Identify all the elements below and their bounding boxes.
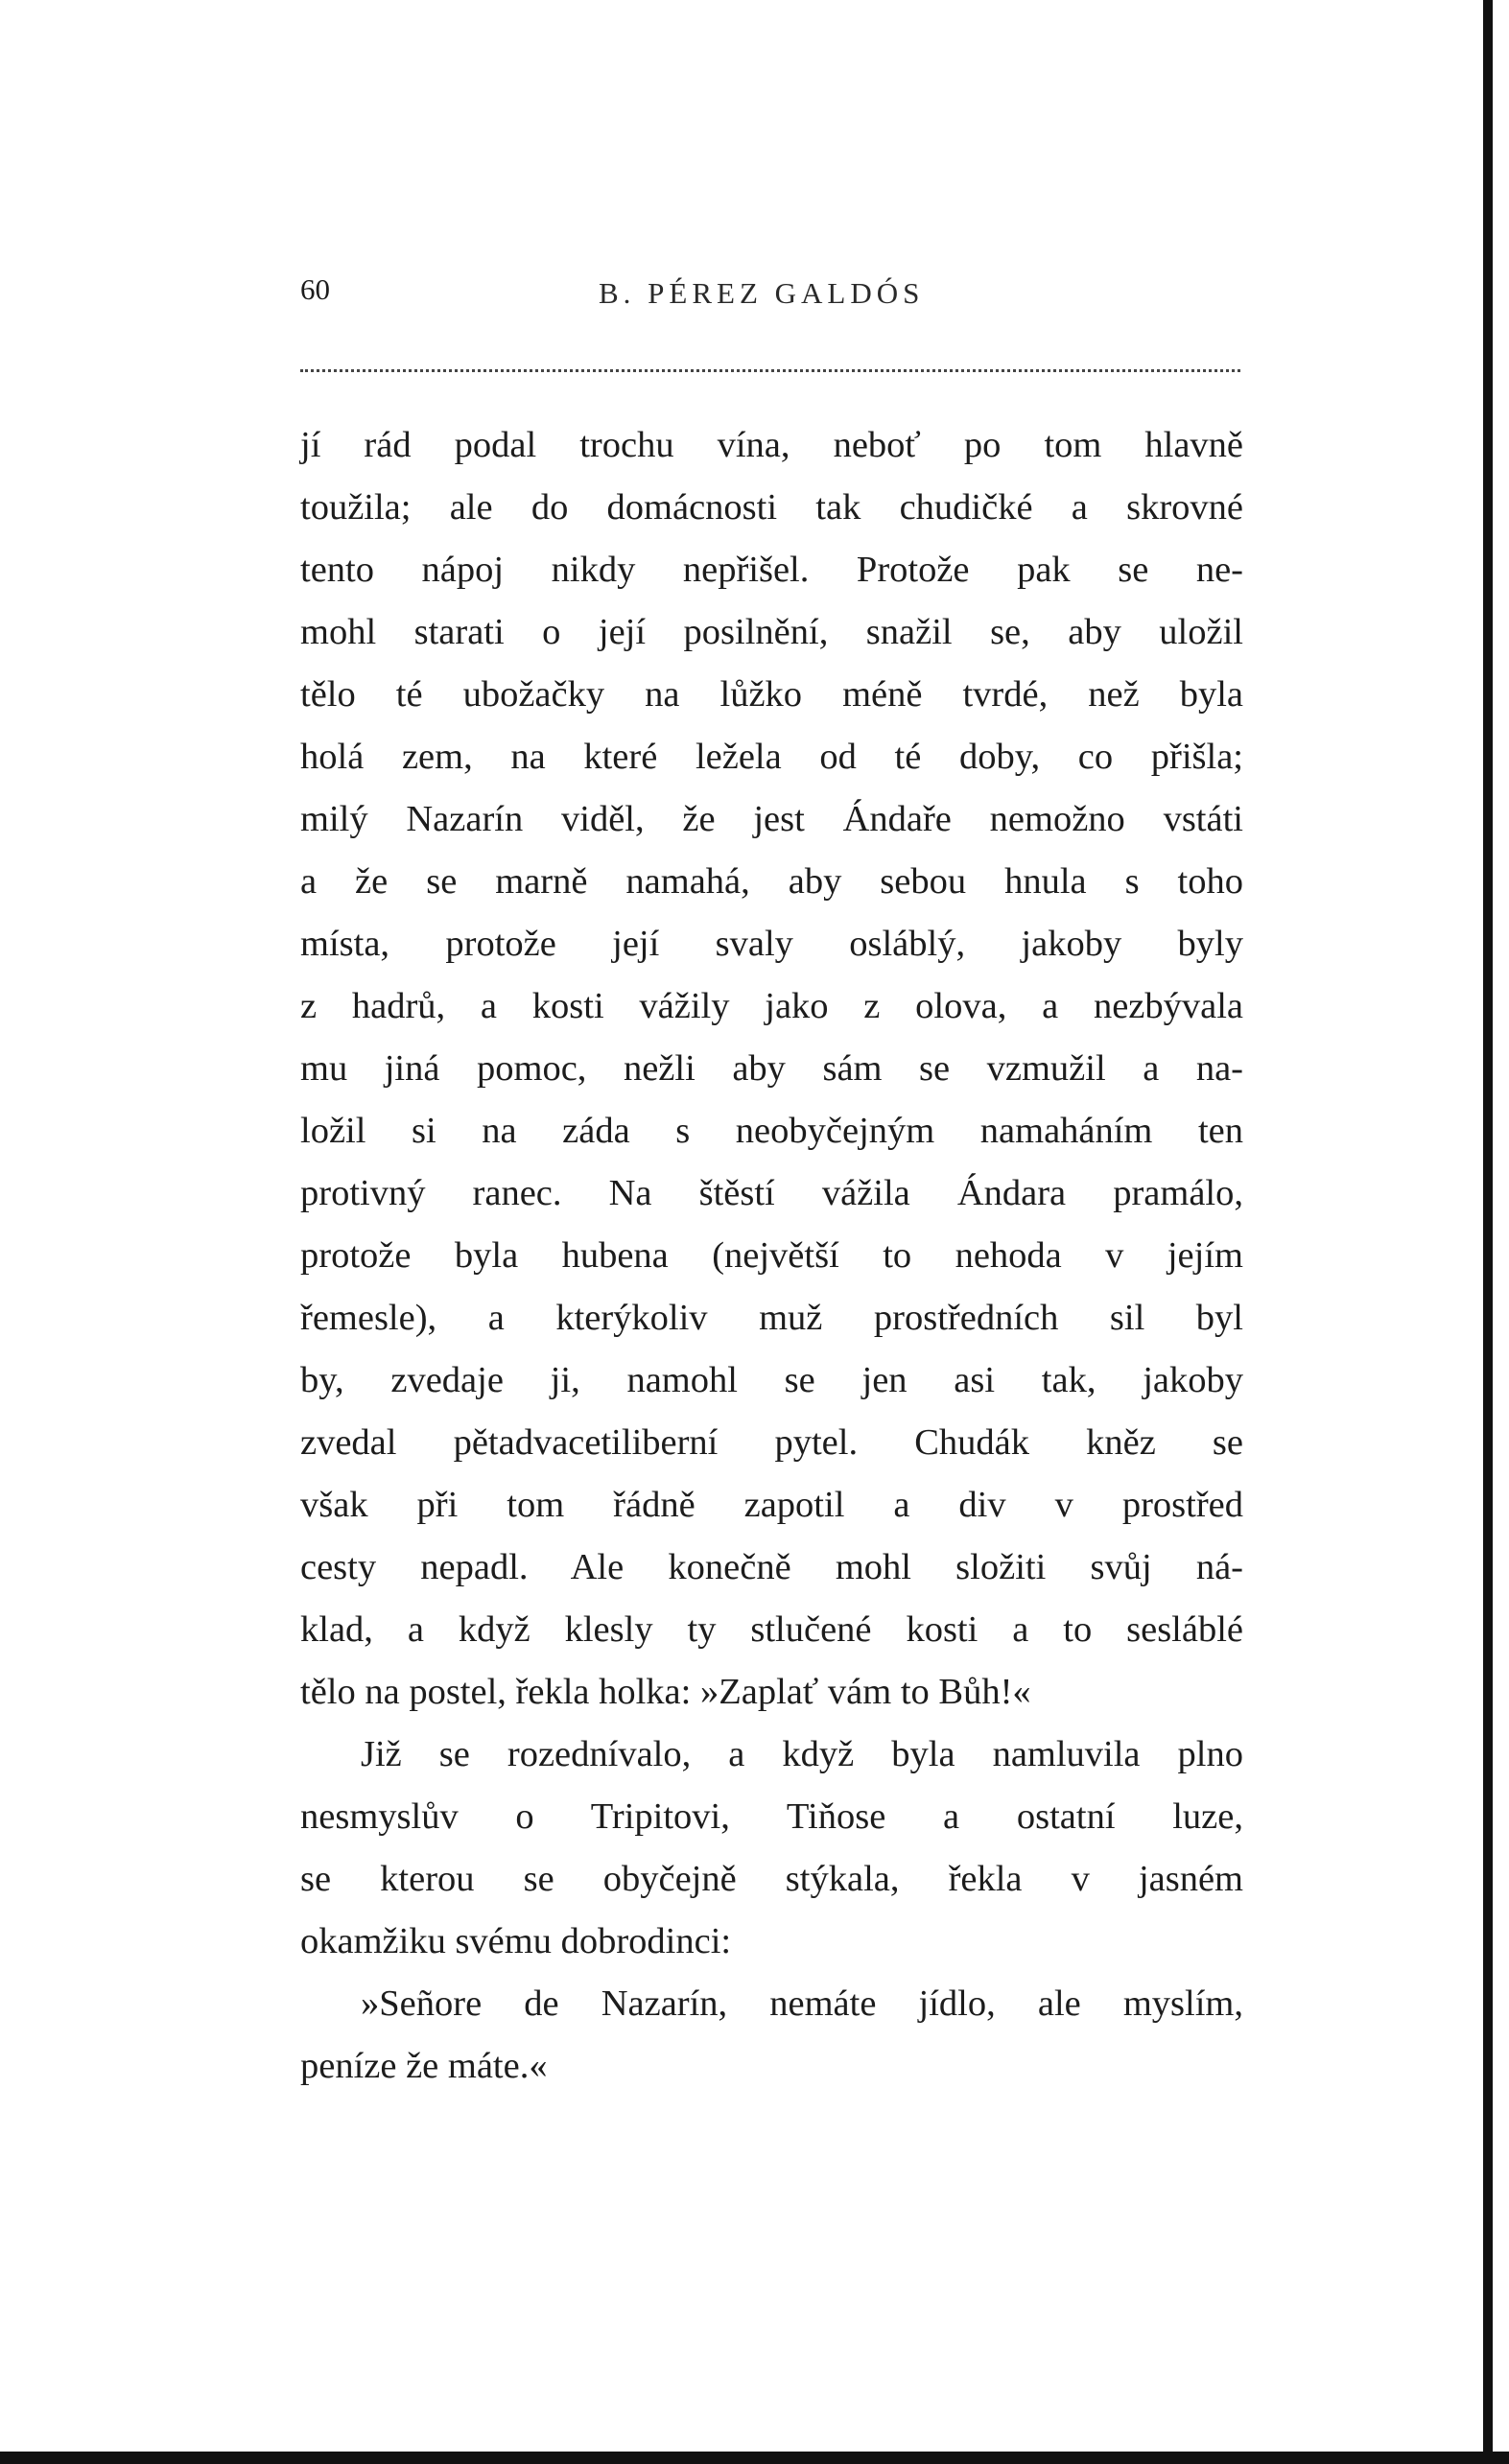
text-line: ložil si na záda s neobyčejným namaháním ten <box>300 1111 1243 1151</box>
text-line: a že se marně namahá, aby sebou hnula s toho <box>300 861 1243 902</box>
body-text <box>300 414 1243 2098</box>
running-head: B. PÉREZ GALDÓS <box>599 276 925 310</box>
text-line: protivný ranec. Na štěstí vážila Ándara pramálo, <box>300 1173 1243 1213</box>
text-line: by, zvedaje ji, namohl se jen asi tak, jakoby <box>300 1360 1243 1400</box>
paragraph-end-line: peníze že máte.« <box>300 2046 548 2086</box>
paragraph-end-line: tělo na postel, řekla holka: »Zaplať vám to Bůh!« <box>300 1672 1031 1712</box>
text-line: však při tom řádně zapotil a div v prostřed <box>300 1485 1243 1525</box>
text-line: mohl starati o její posilnění, snažil se, aby uložil <box>300 612 1243 652</box>
paragraph-start-line: »Señore de Nazarín, nemáte jídlo, ale myslím, <box>361 1983 1243 2024</box>
text-line: nesmyslův o Tripitovi, Tiňose a ostatní luze, <box>300 1796 1243 1837</box>
text-line: cesty nepadl. Ale konečně mohl složiti svůj ná- <box>300 1547 1243 1587</box>
text-line: jí rád podal trochu vína, neboť po tom hlavně <box>300 425 1243 465</box>
page-number: 60 <box>300 272 330 306</box>
text-line: holá zem, na které ležela od té doby, co přišla; <box>300 737 1243 777</box>
text-line: klad, a když klesly ty stlučené kosti a to sesláblé <box>300 1609 1243 1650</box>
text-line: místa, protože její svaly osláblý, jakoby byly <box>300 924 1243 964</box>
text-line: milý Nazarín viděl, že jest Ándaře nemožno vstáti <box>300 799 1243 839</box>
text-line: tělo té ubožačky na lůžko méně tvrdé, než byla <box>300 674 1243 715</box>
paragraph-start-line: Již se rozednívalo, a když byla namluvila plno <box>361 1734 1243 1774</box>
text-line: toužila; ale do domácnosti tak chudičké a skrovné <box>300 487 1243 528</box>
header-rule <box>300 369 1240 372</box>
page-header <box>0 272 1509 330</box>
paragraph-end-line: okamžiku svému dobrodinci: <box>300 1921 732 1961</box>
text-line: tento nápoj nikdy nepřišel. Protože pak se ne- <box>300 550 1243 590</box>
text-line: z hadrů, a kosti vážily jako z olova, a nezbývala <box>300 986 1243 1026</box>
text-line: protože byla hubena (největší to nehoda v jejím <box>300 1235 1243 1276</box>
text-line: zvedal pětadvacetiliberní pytel. Chudák kněz se <box>300 1422 1243 1463</box>
text-line: řemesle), a kterýkoliv muž prostředních sil byl <box>300 1298 1243 1338</box>
text-line: se kterou se obyčejně stýkala, řekla v jasném <box>300 1859 1243 1899</box>
scan-edge-right <box>1483 0 1493 2464</box>
text-line: mu jiná pomoc, nežli aby sám se vzmužil a na- <box>300 1048 1243 1089</box>
scan-edge-bottom <box>0 2452 1509 2464</box>
